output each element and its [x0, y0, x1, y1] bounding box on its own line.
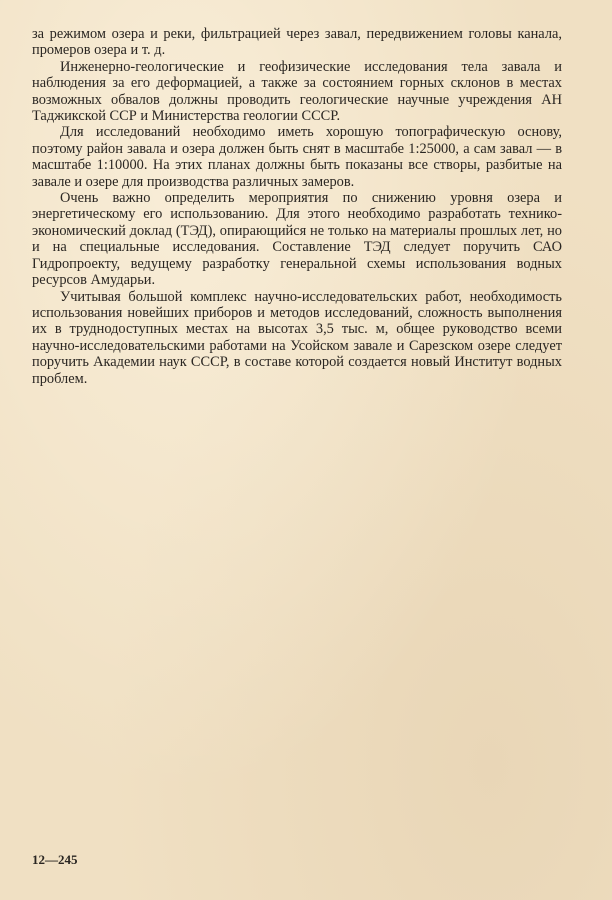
paragraph-topography: Для исследований необходимо иметь хорошую топографическую основу, поэтому район завала и озера должен быть снят в масштабе 1:25000, а сам завал — в масштабе 1:10000. На этих планах должны быть показаны все створы, разбитые на завале и озере для производства различных замеров. — [32, 124, 562, 190]
signature-mark: 12—245 — [32, 852, 78, 867]
paragraph-continuation: за режимом озера и реки, фильтрацией через завал, передвижением головы канала, промеров озера и т. д. — [32, 26, 562, 59]
paragraph-geology: Инженерно-геологические и геофизические исследования тела завала и наблюдения за его деформацией, а также за состоянием горных склонов в местах возможных обвалов должны проводить геологические научные учреждения АН Таджикской ССР и Министерства геологии СССР. — [32, 58, 562, 125]
paragraph-lake-level: Очень важно определить мероприятия по снижению уровня озера и энергетическому его использованию. Для этого необходимо разработать технико-экономический доклад (ТЭД), опирающийся не только на материалы прошлых лет, но и на специальные исследования. Составление ТЭД следует поручить САО Гидропроекту, ведущему разработку генеральной схемы использования водных ресурсов Амударьи. — [32, 190, 562, 289]
body-text — [32, 26, 562, 387]
paragraph-research-coordination: Учитывая большой комплекс научно-исследовательских работ, необходимость использования новейших приборов и методов исследований, сложность выполнения их в труднодоступных местах на высотах 3,5 тыс. м, общее руководство всеми научно-исследовательскими работами на Усойском завале и Сарезском озере следует поручить Академии наук СССР, в составе которой создается новый Институт водных проблем. — [32, 288, 562, 387]
